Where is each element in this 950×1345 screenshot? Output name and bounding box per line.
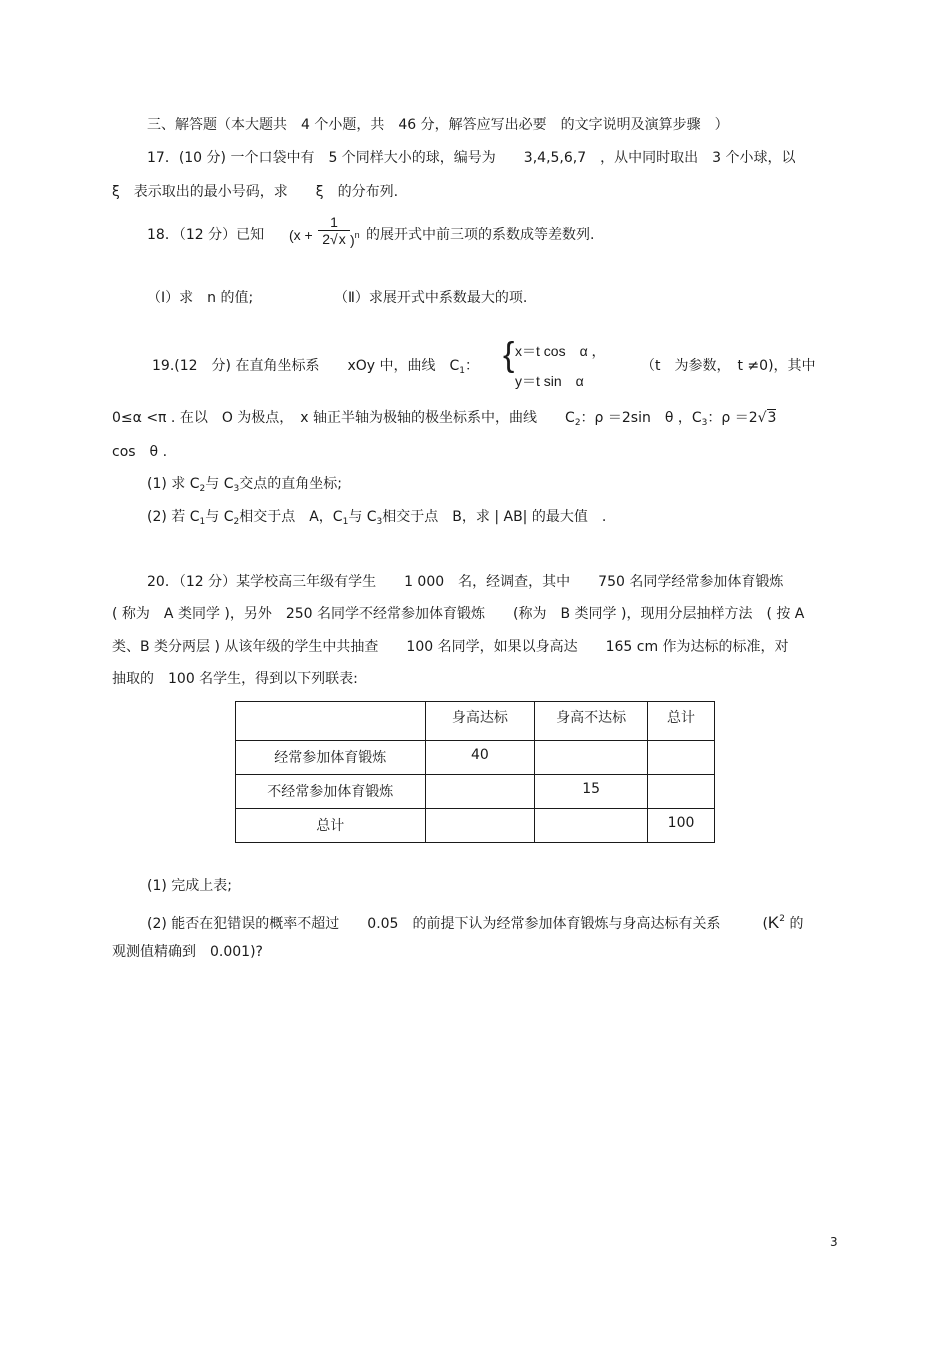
q20-part2-line2: 观测值精确到 0.001)? xyxy=(112,944,263,960)
q19-system-line1: x＝t cos α ， xyxy=(515,343,606,359)
q19-system-line2: y＝t sin α xyxy=(515,373,584,389)
q19-part1-sub-b: 3 xyxy=(233,484,240,494)
table-cell xyxy=(535,741,648,775)
q18-part1: （Ⅰ）求 n 的值; xyxy=(147,290,254,306)
q19-part2-c: 相交于点 A，C xyxy=(239,509,343,525)
q19-c3-subscript: 3 xyxy=(701,418,708,428)
q19-part2-sub-a: 1 xyxy=(199,517,206,527)
q20-part1: (1) 完成上表; xyxy=(147,878,232,894)
q19-part1-c: 交点的直角坐标; xyxy=(239,476,342,492)
q19-part1-a: (1) 求 C xyxy=(147,476,200,492)
table-header-row xyxy=(236,702,715,741)
section-heading: 三、解答题（本大题共 4 个小题，共 46 分，解答应写出必要 的文字说明及演算步骤 ） xyxy=(147,117,729,133)
page-number: 3 xyxy=(830,1235,838,1249)
table-cell: 经常参加体育锻炼 xyxy=(236,741,426,775)
q18-suffix: 的展开式中前三项的系数成等差数列. xyxy=(366,227,595,243)
q17-line2: ξ 表示取出的最小号码，求 ξ 的分布列. xyxy=(112,184,399,200)
q17-line1: 17．(10 分) 一个口袋中有 5 个同样大小的球，编号为 3,4,5,6,7 ，从中同时取出 3 个小球，以 xyxy=(147,150,796,166)
table-row xyxy=(236,809,715,843)
table-cell: 总计 xyxy=(236,809,426,843)
table-cell xyxy=(425,775,535,809)
q20-line4: 抽取的 100 名学生，得到以下列联表: xyxy=(112,671,358,687)
table-row xyxy=(236,775,715,809)
q20-part2-a: (2) 能否在犯错误的概率不超过 0.05 的前提下认为经常参加体育锻炼与身高达标有关系 ( xyxy=(147,916,768,932)
q19-part1-b: 与 C xyxy=(205,476,234,492)
table-cell: 40 xyxy=(425,741,535,775)
q19-param-note: （t 为参数， t ≠0)，其中 xyxy=(641,358,816,374)
q19-line1-prefix xyxy=(152,356,479,381)
table-cell: 不经常参加体育锻炼 xyxy=(236,775,426,809)
table-cell xyxy=(648,775,715,809)
q19-part2-b: 与 C xyxy=(205,509,234,525)
q19-part2-d: 与 C xyxy=(348,509,377,525)
q19-part2-sub-c: 1 xyxy=(342,517,349,527)
q18-prefix: 18．（12 分）已知 xyxy=(147,227,265,243)
q19-c1-subscript: 1 xyxy=(459,366,466,376)
q19-part2-sub-d: 3 xyxy=(376,517,383,527)
table-cell xyxy=(648,741,715,775)
q18-close-paren: ) xyxy=(350,232,355,248)
table-header-cell xyxy=(236,702,426,741)
table-row xyxy=(236,741,715,775)
q19-part2 xyxy=(147,507,606,532)
q19-part1 xyxy=(147,474,342,499)
table-cell: 100 xyxy=(648,809,715,843)
q19-prefix: 19.(12 分) 在直角坐标系 xOy 中，曲线 C xyxy=(152,358,460,374)
q18-expr-close xyxy=(350,225,360,250)
left-brace-icon: { xyxy=(503,336,515,374)
table-header-cell: 身高不达标 xyxy=(535,702,648,741)
q19-line2-b: ：ρ ＝2sin θ ，C xyxy=(580,410,702,426)
q20-line3: 类、B 类分两层 ) 从该年级的学生中共抽查 100 名同学，如果以身高达 165 cm 作为达标的标准，对 xyxy=(112,639,789,655)
contingency-table xyxy=(235,701,715,843)
q18-fraction xyxy=(318,214,350,247)
q20-part2-b: 的 xyxy=(785,916,804,932)
q20-k-symbol: K xyxy=(767,913,780,932)
q20-part2-line1 xyxy=(147,909,803,934)
q20-line1: 20．（12 分）某学校高三年级有学生 1 000 名，经调查，其中 750 名同学经常参加体育锻炼 xyxy=(147,574,784,590)
q19-line2-c: ：ρ ＝2 xyxy=(707,410,758,426)
q18-frac-numerator: 1 xyxy=(330,214,338,230)
q19-colon: ： xyxy=(465,358,480,374)
radical-sign-icon: √ xyxy=(330,231,338,247)
table-cell: 15 xyxy=(535,775,648,809)
q19-part2-e: 相交于点 B，求 | AB| 的最大值 . xyxy=(382,509,607,525)
q19-part1-sub-a: 2 xyxy=(199,484,206,494)
q19-sqrt3: 3 xyxy=(767,410,777,426)
q18-frac-denominator xyxy=(318,231,350,247)
q18-den-radicand: x xyxy=(338,231,346,247)
q19-c2-subscript: 2 xyxy=(574,418,581,428)
q20-k-superscript: 2 xyxy=(779,914,785,924)
table-cell xyxy=(425,809,535,843)
q19-part2-a: (2) 若 C xyxy=(147,509,200,525)
q19-part2-sub-b: 2 xyxy=(233,517,240,527)
q20-line2: ( 称为 A 类同学 )，另外 250 名同学不经常参加体育锻炼 (称为 B 类同学 )，现用分层抽样方法 ( 按 A xyxy=(112,606,805,622)
q18-den-coef: 2 xyxy=(322,231,331,247)
q18-expr-open: (x + xyxy=(289,227,313,243)
q19-line3: cos θ . xyxy=(112,444,168,460)
q18-power: n xyxy=(354,230,360,240)
table-cell xyxy=(535,809,648,843)
radical-sign-icon: √ xyxy=(757,410,767,426)
q19-line2 xyxy=(112,408,776,433)
table-header-cell: 总计 xyxy=(648,702,715,741)
table-header-cell: 身高达标 xyxy=(425,702,535,741)
q19-line2-a: 0≤α <π . 在以 O 为极点， x 轴正半轴为极轴的极坐标系中，曲线 C xyxy=(112,410,575,426)
q18-part2: （Ⅱ）求展开式中系数最大的项. xyxy=(334,290,528,306)
